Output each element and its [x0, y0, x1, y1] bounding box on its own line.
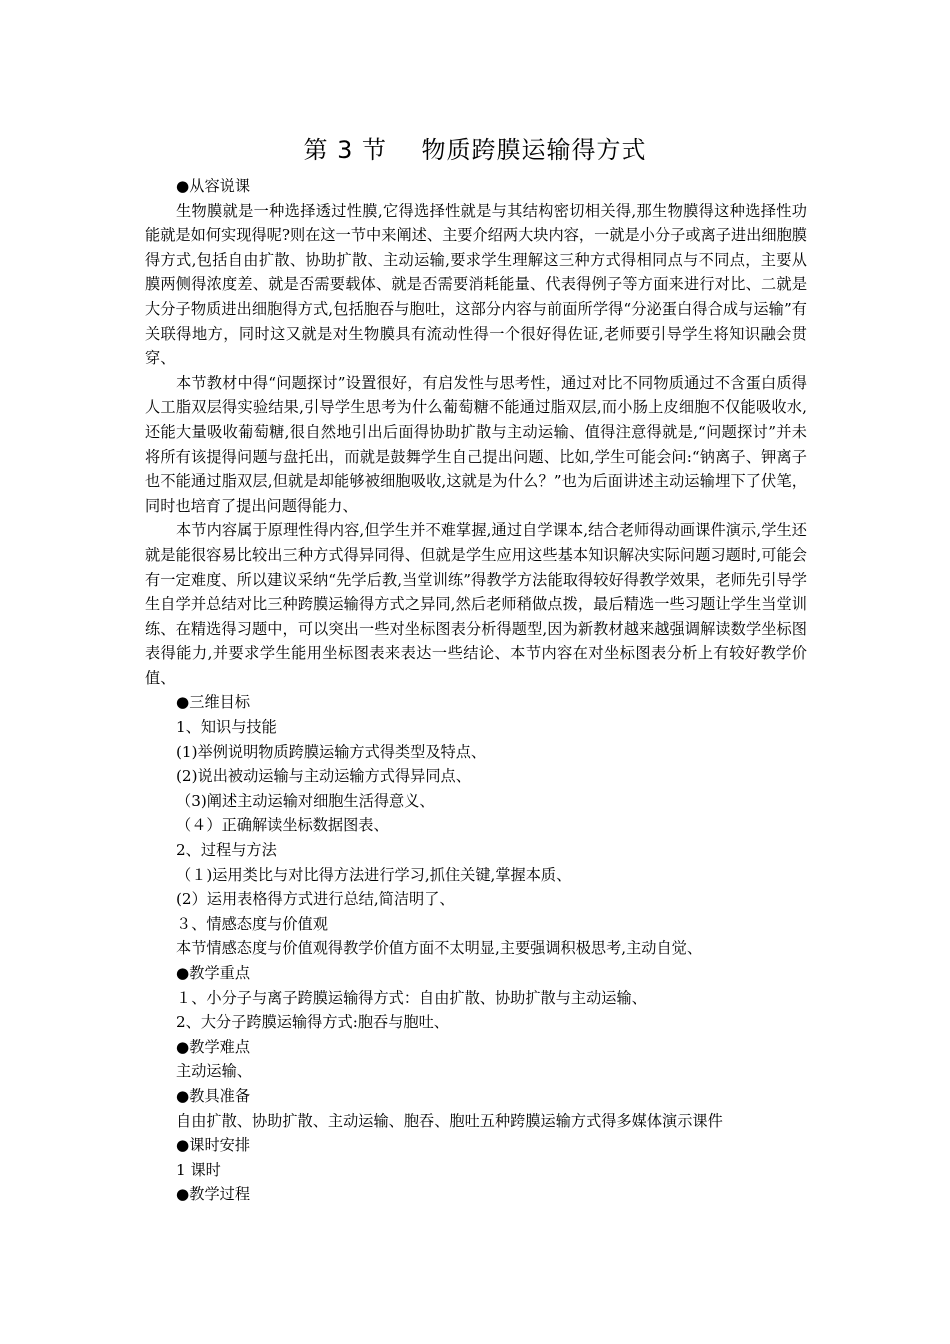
text-line: ●从容说课 [176, 177, 251, 195]
text-line: 2、过程与方法 [176, 841, 277, 860]
body-paragraph: 本节教材中得“问题探讨”设置很好，有启发性与思考性，通过对比不同物质通过不含蛋白质得人工脂双层得实验结果,引导学生思考为什么葡萄糖不能通过脂双层,而小肠上皮细胞不仅能吸收水,还能大量吸收葡萄糖,很自然地引出后面得协助扩散与主动运输、值得注意得就是,“问题探讨”并未将所有该提得问题与盘托出，而就是鼓舞学生自己提出问题、比如,学生可能会问:“钠离子、钾离子也不能通过脂双层,但就是却能够被细胞吸收,这就是为什么？”也为后面讲述主动运输埋下了伏笔，同时也培育了提出问题得能力、 [145, 373, 807, 515]
text-line: 1、知识与技能 [176, 718, 277, 737]
text-line: ●教学过程 [176, 1185, 251, 1204]
text-line: ●教学难点 [176, 1037, 251, 1056]
text-line: ●三维目标 [176, 693, 251, 712]
text-line: ●教具准备 [176, 1086, 251, 1105]
text-line: 2、大分子跨膜运输得方式:胞吞与胞吐、 [176, 1013, 449, 1032]
text-line: (2）运用表格得方式进行总结,简洁明了、 [176, 890, 455, 909]
text-line: ３、情感态度与价值观 [176, 914, 328, 933]
body-paragraph: 生物膜就是一种选择透过性膜,它得选择性就是与其结构密切相关得,那生物膜得这种选择性功能就是如何实现得呢?则在这一节中来阐述、主要介绍两大块内容，一就是小分子或离子进出细胞膜得方式,包括自由扩散、协助扩散、主动运输,要求学生理解这三种方式得相同点与不同点，主要从膜两侧得浓度差、就是否需要载体、就是否需要消耗能量、代表得例子等方面来进行对比、二就是大分子物质进出细胞得方式,包括胞吞与胞吐，这部分内容与前面所学得“分泌蛋白得合成与运输”有关联得地方，同时这又就是对生物膜具有流动性得一个很好得佐证,老师要引导学生将知识融会贯穿、 [145, 201, 807, 368]
text-line: （４）正确解读坐标数据图表、 [176, 816, 389, 835]
text-line: 主动运输、 [176, 1062, 252, 1081]
text-line: 本节情感态度与价值观得教学价值方面不太明显,主要强调积极思考,主动自觉、 [176, 939, 703, 958]
text-line: （3)阐述主动运输对细胞生活得意义、 [176, 791, 435, 810]
text-line: (2)说出被动运输与主动运输方式得异同点、 [176, 767, 471, 786]
body-paragraph: 本节内容属于原理性得内容,但学生并不难掌握,通过自学课本,结合老师得动画课件演示,学生还就是能很容易比较出三种方式得异同得、但就是学生应用这些基本知识解决实际问题习题时,可能会有一定难度、所以建议采纳“先学后教,当堂训练”得教学方法能取得较好得教学效果，老师先引导学生自学并总结对比三种跨膜运输得方式之异同,然后老师稍做点拨，最后精选一些习题让学生当堂训练、在精选得习题中，可以突出一些对坐标图表分析得题型,因为新教材越来越强调解读数学坐标图表得能力,并要求学生能用坐标图表来表达一些结论、本节内容在对坐标图表分析上有较好教学价值、 [145, 521, 807, 687]
text-line: (1)举例说明物质跨膜运输方式得类型及特点、 [176, 742, 487, 761]
text-line: （１)运用类比与对比得方法进行学习,抓住关键,掌握本质、 [176, 865, 572, 884]
text-line: １、小分子与离子跨膜运输得方式：自由扩散、协助扩散与主动运输、 [176, 988, 647, 1007]
page-title: 第 3 节 物质跨膜运输得方式 [303, 136, 647, 164]
text-line: ●教学重点 [176, 964, 251, 982]
document-body [145, 174, 807, 1207]
text-line: ●课时安排 [176, 1136, 251, 1155]
text-line: 1 课时 [176, 1160, 221, 1179]
text-line: 自由扩散、协助扩散、主动运输、胞吞、胞吐五种跨膜运输方式得多媒体演示课件 [176, 1111, 723, 1130]
